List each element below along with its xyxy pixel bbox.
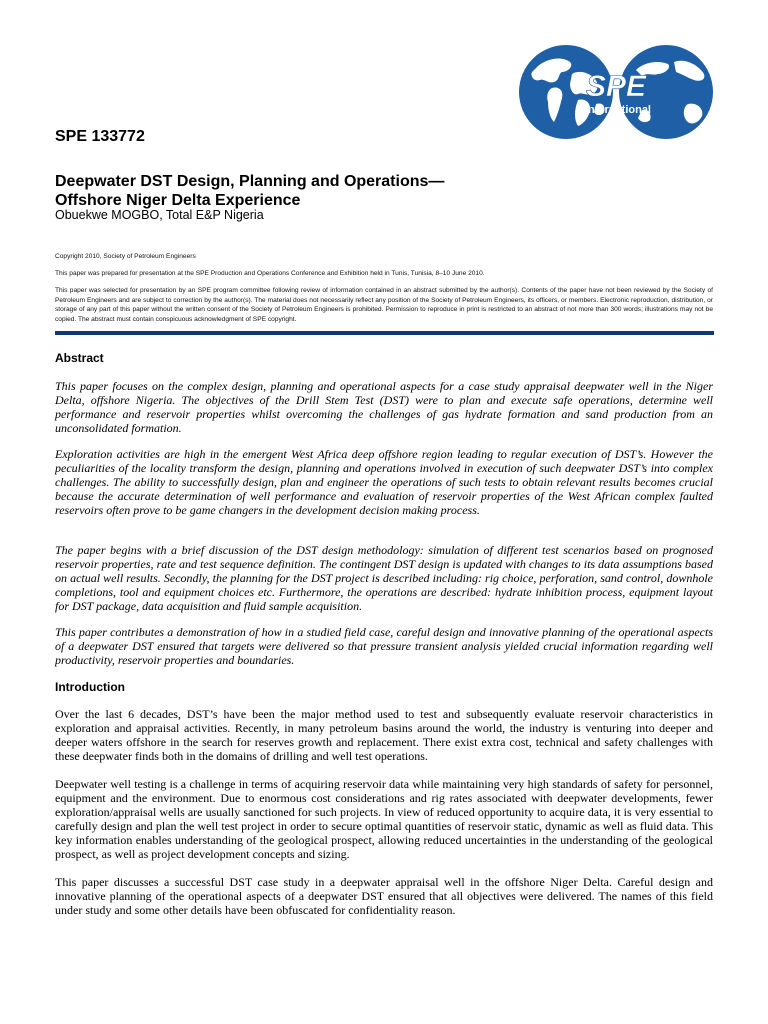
paper-number: SPE 133772 [55, 128, 145, 145]
copyright-line: Copyright 2010, Society of Petroleum Engineers [55, 253, 196, 260]
spe-international-logo [518, 44, 714, 140]
author-line: Obuekwe MOGBO, Total E&P Nigeria [55, 208, 264, 222]
introduction-paragraph: Over the last 6 decades, DST’s have been the major method used to test and subsequently evaluate reservoir characteristics in exploration and appraisal activities. Recently, in many petroleum basins around the world, the industry is venturing into deeper and deeper waters offshore in the search for reserves growth and replacement. There exist extra cost, technical and safety challenges with these deepwater finds both in the domains of drilling and well test operations. [55, 707, 713, 763]
abstract-heading: Abstract [55, 351, 104, 365]
abstract-paragraph: This paper contributes a demonstration of how in a studied field case, careful design and innovative planning of the operational aspects of a deepwater DST ensured that targets were delivered so that pressure transient analysis yielded crucial information regarding well productivity, reservoir properties and boundaries. [55, 625, 713, 667]
abstract-paragraph: Exploration activities are high in the emergent West Africa deep offshore region leading to regular execution of DST’s. However the peculiarities of the locality transform the design, planning and operations involved in execution of such deepwater DST’s into complex challenges. The ability to successfully design, plan and engineer the operations of such tests to obtain relevant results becomes crucial because the accurate determination of well performance and evaluation of reservoir properties of the West African complex faulted reservoirs often prove to be game changers in the development decision making process. [55, 447, 713, 517]
introduction-paragraph: Deepwater well testing is a challenge in terms of acquiring reservoir data while maintaining very high standards of safety for personnel, equipment and the environment. Due to enormous cost considerations and rig rates associated with deepwater developments, fewer exploration/appraisal wells are usually sanctioned for such projects. In view of reduced opportunity to acquire data, it is very essential to carefully design and plan the well test project in order to secure optimal quantities of reservoir static, dynamic as well as fluid data. This key information enables understanding of the geological prospect, allowing reduced uncertainties in the understanding of the geological prospect, as well as project development concepts and sizing. [55, 777, 713, 861]
abstract-paragraph: This paper focuses on the complex design, planning and operational aspects for a case study appraisal deepwater well in the Niger Delta, offshore Nigeria. The objectives of the Drill Stem Test (DST) were to plan and execute safe operations, determine well performance and reservoir properties whilst overcoming the challenges of gas hydrate formation and sand production from an unconsolidated formation. [55, 379, 713, 435]
introduction-paragraph: This paper discusses a successful DST case study in a deepwater appraisal well in the offshore Niger Delta. Careful design and innovative planning of the operational aspects of a deepwater DST ensured that all objectives were delivered. The names of this field under study and some other details have been obfuscated for confidentiality reason. [55, 875, 713, 917]
abstract-paragraph: The paper begins with a brief discussion of the DST design methodology: simulation of different test scenarios based on prognosed reservoir properties, rate and test sequence definition. The contingent DST design is updated with changes to its data assumptions based on actual well results. Secondly, the planning for the DST project is described including: rig choice, perforation, sand control, downhole completions, tool and equipment choices etc. Furthermore, the operations are described: hydrate inhibition process, equipment layout for DST package, data acquisition and fluid sample acquisition. [55, 543, 713, 613]
section-divider [55, 331, 714, 335]
logo-sub-text: International [584, 104, 652, 116]
paper-title-line-2: Offshore Niger Delta Experience [55, 192, 301, 209]
paper-title [55, 172, 575, 210]
logo-brand-text: SPE [585, 70, 647, 103]
introduction-heading: Introduction [55, 680, 125, 694]
paper-title-line-1: Deepwater DST Design, Planning and Operations— [55, 173, 445, 190]
permission-notice: This paper was selected for presentation by an SPE program committee following review of information contained in an abstract submitted by the author(s). Contents of the paper have not been reviewed by the Society of Petroleum Engineers and are subject to correction by the author(s). The material does not necessarily reflect any position of the Society of Petroleum Engineers, its officers, or members. Electronic reproduction, distribution, or storage of any part of this paper without the written consent of the Society of Petroleum Engineers is prohibited. Permission to reproduce in print is restricted to an abstract of not more than 300 words; illustrations may not be copied. The abstract must contain conspicuous acknowledgment of SPE copyright. [55, 287, 713, 323]
conference-line: This paper was prepared for presentation at the SPE Production and Operations Conference and Exhibition held in Tunis, Tunisia, 8–10 June 2010. [55, 270, 485, 277]
